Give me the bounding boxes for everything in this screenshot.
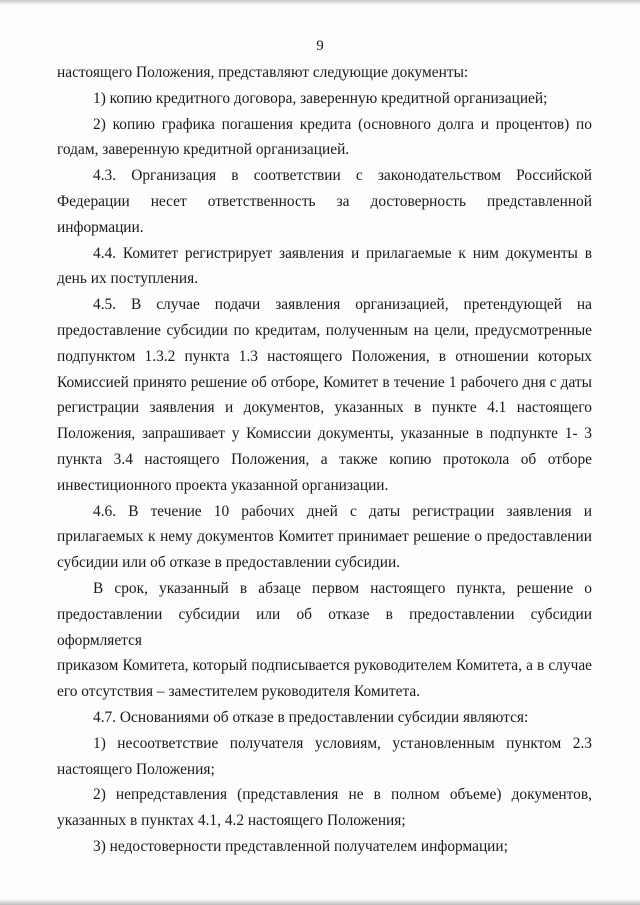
text-line: 4.4. Комитет регистрирует заявления и прилагаемые к ним документы в [93,244,592,262]
text-line: инвестиционного проекта указанной организации. [57,476,389,494]
text-line: Федерации несет ответственность за достоверность представленной [57,192,592,210]
text-line: указанных в пунктах 4.1, 4.2 настоящего Положения; [57,812,406,830]
text-line: регистрации заявления и документов, указанных в пункте 4.1 настоящего [57,399,592,417]
paragraph-p7 [57,576,592,705]
text-line: 3) недостоверности представленной получателем информации; [93,837,508,855]
paragraph-p10 [57,782,592,834]
paragraph-p4 [57,241,592,293]
text-line: предоставление субсидии по кредитам, полученным на цели, предусмотренные [57,321,592,339]
text-line: приказом Комитета, который подписывается руководителем Комитета, а в случае [57,657,592,675]
text-line: день их поступления. [57,270,199,288]
scan-edge-bottom [0,899,640,905]
text-line: 2) копию графика погашения кредита (основного долга и процентов) по [93,115,592,133]
text-line: прилагаемых к нему документов Комитет принимает решение о предоставлении [57,528,592,546]
text-line: В срок, указанный в абзаце первом настоящего пункта, решение о [93,579,592,597]
paragraph-p11 [57,834,592,860]
scan-edge-top [0,0,640,5]
text-line: пункта 3.4 настоящего Положения, а также копию протокола об отборе [57,450,592,468]
text-line: Положения, запрашивает у Комиссии документы, указанные в подпункте 1- 3 [57,425,592,443]
text-line: 1) несоответствие получателя условиям, установленным пунктом 2.3 [93,734,592,752]
text-line: годам, заверенную кредитной организацией. [57,141,350,159]
text-line: 1) копию кредитного договора, заверенную кредитной организацией; [93,89,548,107]
text-line: информации. [57,218,144,236]
paragraph-p8 [57,705,592,731]
text-line: настоящего Положения, представляют следующие документы: [57,64,469,81]
text-line: настоящего Положения; [57,760,215,778]
paragraph-p5 [57,292,592,498]
text-line: 4.3. Организация в соответствии с законодательством Российской [93,167,592,185]
paragraph-p0 [57,60,592,86]
text-line: предоставлении субсидии или об отказе в предоставлении субсидии оформляется [57,605,592,649]
document-body [57,60,592,860]
text-line: Комиссией принято решение об отборе, Комитет в течение 1 рабочего дня с даты [57,373,592,391]
page-number: 9 [316,38,324,54]
text-line: 2) непредставления (представления не в полном объеме) документов, [93,786,592,804]
paragraph-p1 [57,86,592,112]
text-line: 4.7. Основаниями об отказе в предоставлении субсидии являются: [93,708,529,726]
text-line: субсидии или об отказе в предоставлении субсидии. [57,554,401,572]
paragraph-p9 [57,731,592,783]
text-line: 4.5. В случае подачи заявления организацией, претендующей на [93,296,592,314]
paragraph-p6 [57,499,592,576]
text-line: 4.6. В течение 10 рабочих дней с даты регистрации заявления и [93,502,592,520]
text-line: подпунктом 1.3.2 пункта 1.3 настоящего Положения, в отношении которых [57,347,592,365]
text-line: его отсутствия – заместителем руководителя Комитета. [57,683,421,701]
paragraph-p2 [57,112,592,164]
paragraph-p3 [57,163,592,240]
